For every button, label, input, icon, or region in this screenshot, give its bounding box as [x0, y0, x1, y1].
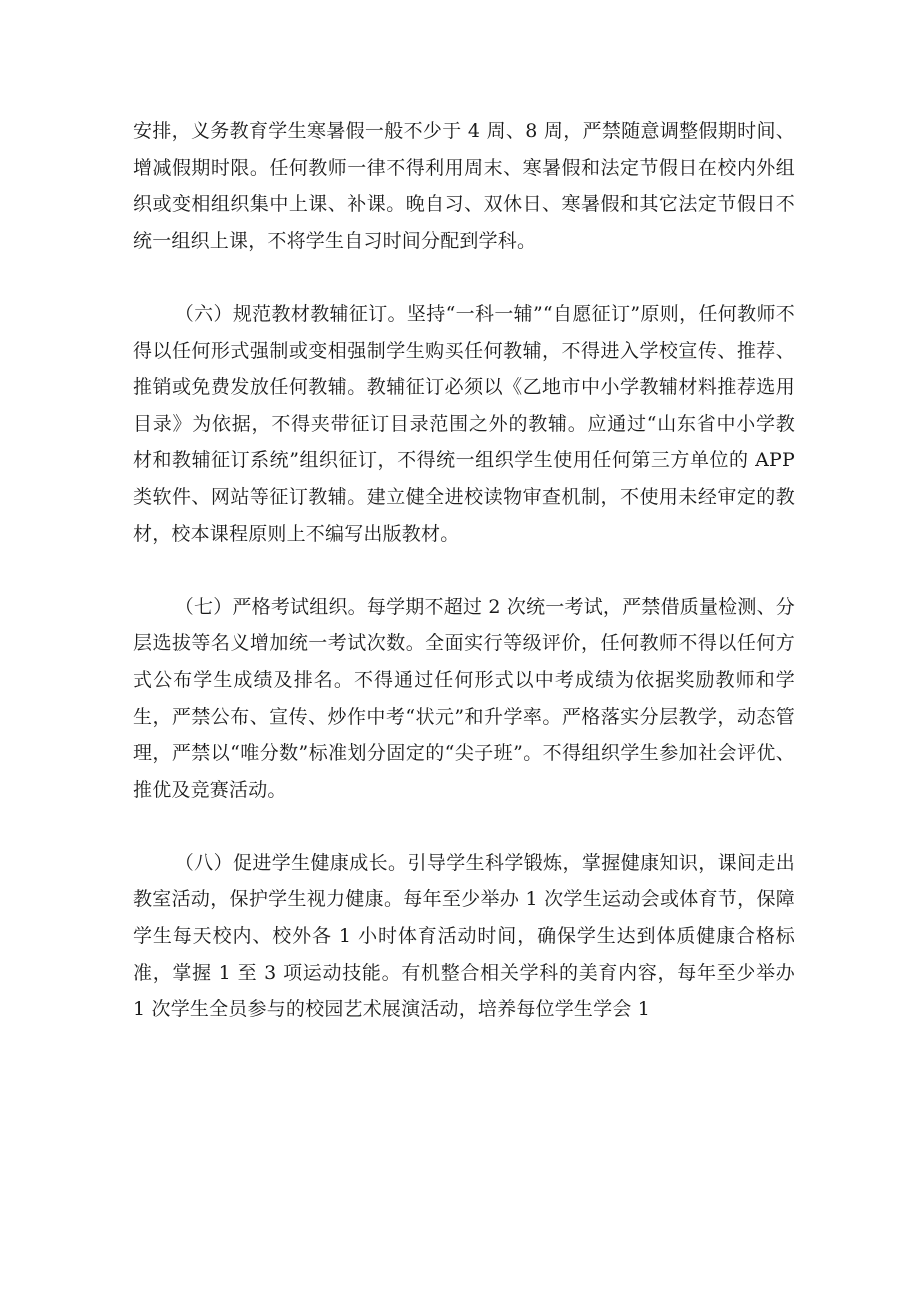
paragraph-student-health: （八）促进学生健康成长。引导学生科学锻炼，掌握健康知识，课间走出教室活动，保护学生视力健康。每年至少举办 1 次学生运动会或体育节，保障学生每天校内、校外各 1 小时体育活动时间，确保学生达到体质健康合格标准，掌握 1 至 3 项运动技能。有机整合相关学科的美育内容，每年至少举办 1 次学生全员参与的校园艺术展演活动，培养每位学生学会 1: [133, 851, 795, 1021]
document-body: [133, 113, 795, 1028]
paragraph-exam-organization: （七）严格考试组织。每学期不超过 2 次统一考试，严禁借质量检测、分层选拔等名义增加统一考试次数。全面实行等级评价，任何教师不得以任何方式公布学生成绩及排名。不得通过任何形式以中考成绩为依据奖励教师和学生，严禁公布、宣传、炒作中考“状元”和升学率。严格落实分层教学，动态管理，严禁以“唯分数”标准划分固定的“尖子班”。不得组织学生参加社会评优、推优及竞赛活动。: [133, 595, 795, 801]
paragraph-vacation-rules: 安排，义务教育学生寒暑假一般不少于 4 周、8 周，严禁随意调整假期时间、增减假期时限。任何教师一律不得利用周末、寒暑假和法定节假日在校内外组织或变相组织集中上课、补课。晚自习、双休日、寒暑假和其它法定节假日不统一组织上课，不将学生自习时间分配到学科。: [133, 120, 795, 252]
paragraph-textbook-ordering: （六）规范教材教辅征订。坚持“一科一辅”“自愿征订”原则，任何教师不得以任何形式强制或变相强制学生购买任何教辅，不得进入学校宣传、推荐、推销或免费发放任何教辅。教辅征订必须以《乙地市中小学教辅材料推荐选用目录》为依据，不得夹带征订目录范围之外的教辅。应通过“山东省中小学教材和教辅征订系统”组织征订，不得统一组织学生使用任何第三方单位的 APP 类软件、网站等征订教辅。建立健全进校读物审查机制，不使用未经审定的教材，校本课程原则上不编写出版教材。: [133, 302, 795, 545]
